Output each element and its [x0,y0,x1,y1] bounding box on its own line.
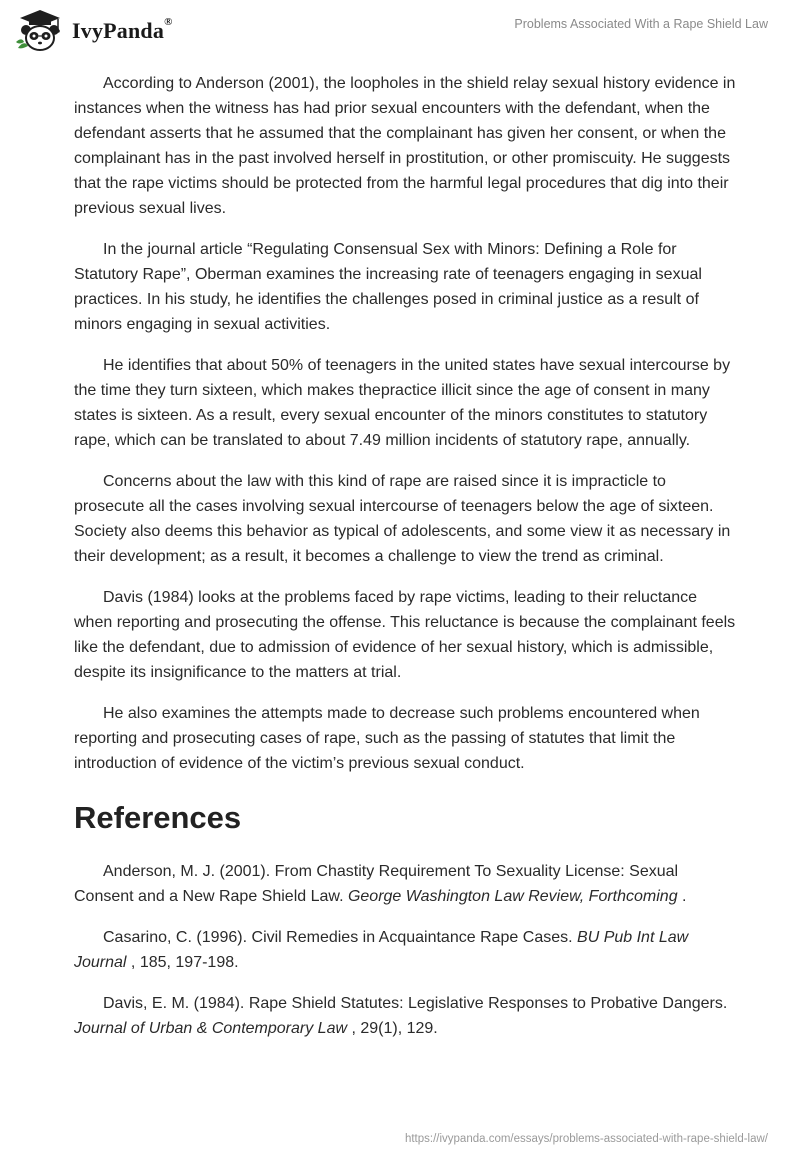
paragraph: Concerns about the law with this kind of rape are raised since it is impracticle to prosecute all the cases involving sexual intercourse of teenagers below the age of sixteen. Society also deems this behavior as typical of adolescents, and some view it as necessary in their development; as a result, it becomes a challenge to view the trend as criminal. [74,473,731,565]
panda-graduate-logo-icon [14,8,66,54]
brand-name: IvyPanda® [72,16,173,43]
source-url[interactable]: https://ivypanda.com/essays/problems-associated-with-rape-shield-law/ [404,1133,768,1145]
reference-source: BU Pub Int Law Journal [74,929,689,971]
reference-text: Anderson, M. J. (2001). From Chastity Requirement To Sexuality License: Sexual Consent and a New Rape Shield Law. [74,863,679,905]
paragraph: Davis (1984) looks at the problems faced by rape victims, leading to their reluctance when reporting and prosecuting the offense. This reluctance is because the complainant feels like the defendant, due to admission of evidence of her sexual history, which is admissible, despite its insignificance to the matters at trial. [74,589,736,681]
reference-source: George Washington Law Review, Forthcoming [347,888,678,905]
reference-item [74,859,736,909]
paragraph: According to Anderson (2001), the loopholes in the shield relay sexual history evidence in instances when the witness has had prior sexual encounters with the defendant, when the defendant asserts that he assumed that the complainant has given her consent, or when the complainant has in the past involved herself in prostitution, or other promiscuity. He suggests that the rape victims should be protected from the harmful legal procedures that dig into their previous sexual lives. [74,75,736,217]
document-title: Problems Associated With a Rape Shield Law [514,17,768,31]
paragraph: He also examines the attempts made to decrease such problems encountered when reporting and prosecuting cases of rape, such as the passing of statutes that limit the introduction of evidence of the victim’s previous sexual conduct. [74,705,700,772]
paragraph: He identifies that about 50% of teenagers in the united states have sexual intercourse by the time they turn sixteen, which makes thepractice illicit since the age of consent in many states is sixteen. As a result, every sexual encounter of the minors constitutes to statutory rape, which can be translated to about 7.49 million incidents of statutory rape, annually. [74,357,731,449]
article-body [74,71,736,1057]
references-heading: References [74,800,242,835]
paragraph: In the journal article “Regulating Consensual Sex with Minors: Defining a Role for Statutory Rape”, Oberman examines the increasing rate of teenagers engaging in sexual practices. In his study, he identifies the challenges posed in criminal justice as a result of minors engaging in sexual activities. [74,241,702,333]
reference-item [74,925,736,975]
brand-logo[interactable] [14,8,173,54]
page-header [0,0,800,60]
reference-text: Davis, E. M. (1984). Rape Shield Statutes: Legislative Responses to Probative Dangers. [103,995,728,1012]
reference-tail: , 29(1), 129. [347,1020,438,1037]
reference-tail: . [677,888,687,905]
reference-text: Casarino, C. (1996). Civil Remedies in Acquaintance Rape Cases. [103,929,578,946]
reference-source: Journal of Urban & Contemporary Law [74,1020,348,1037]
reference-item [74,991,736,1041]
reference-tail: , 185, 197-198. [126,954,239,971]
